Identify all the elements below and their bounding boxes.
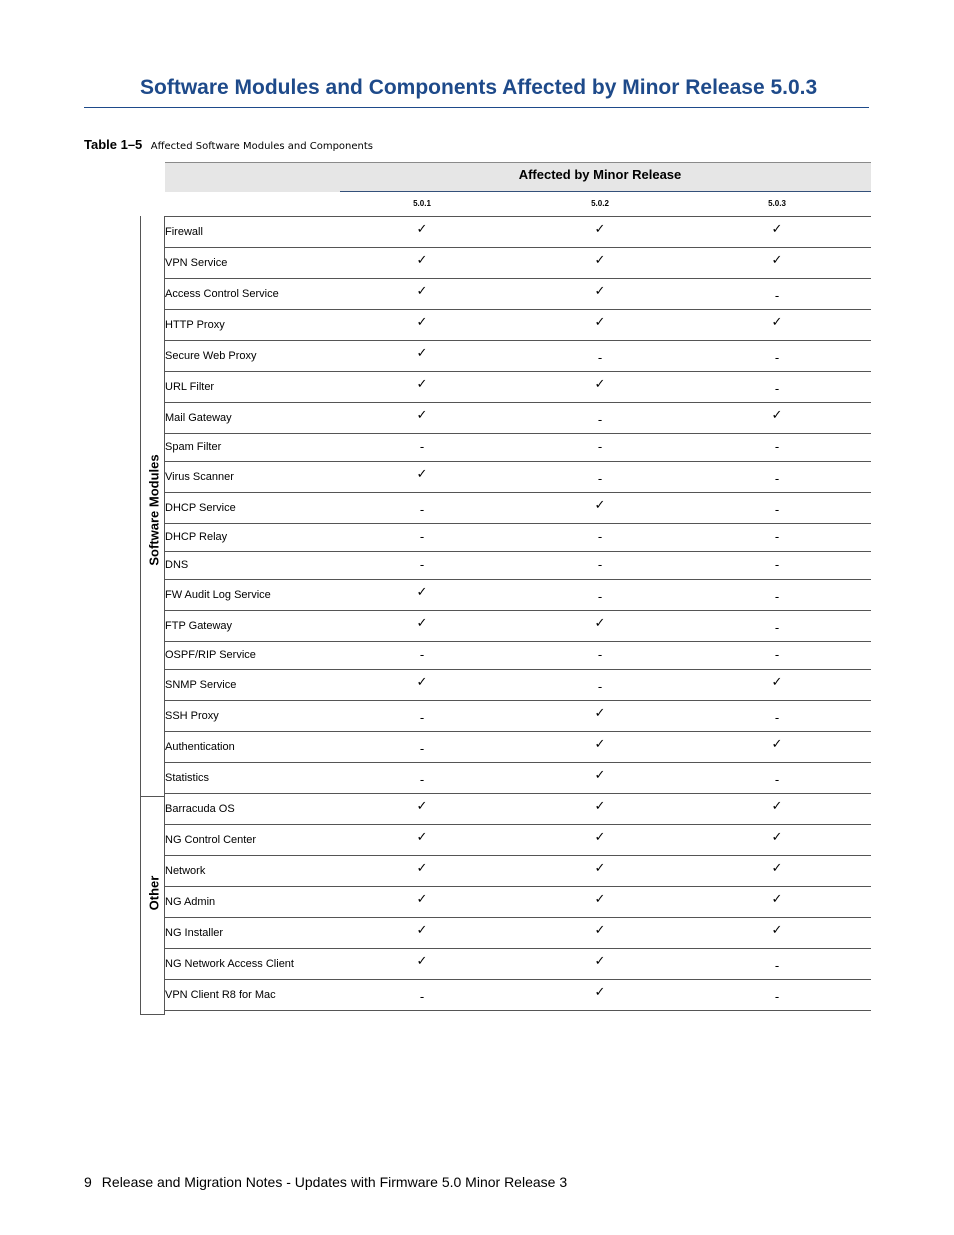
check-mark: ✓ bbox=[594, 829, 606, 844]
group-bottom-rule bbox=[140, 1014, 165, 1015]
page-title: Software Modules and Components Affected by Minor Release 5.0.3 bbox=[140, 76, 818, 99]
check-mark: ✓ bbox=[771, 798, 783, 813]
row-label: SNMP Service bbox=[165, 679, 237, 691]
row-label: Secure Web Proxy bbox=[165, 350, 257, 362]
table-row bbox=[165, 310, 871, 341]
check-mark: ✓ bbox=[416, 615, 428, 630]
dash-mark: - bbox=[597, 557, 603, 572]
dash-mark: - bbox=[774, 381, 780, 396]
check-mark: ✓ bbox=[416, 345, 428, 360]
check-mark: ✓ bbox=[594, 736, 606, 751]
dash-mark: - bbox=[597, 529, 603, 544]
check-mark: ✓ bbox=[416, 829, 428, 844]
dash-mark: - bbox=[419, 557, 425, 572]
dash-mark: - bbox=[774, 710, 780, 725]
version-header-2: 5.0.2 bbox=[591, 199, 609, 208]
group-label-software-modules: Software Modules bbox=[146, 454, 162, 566]
dash-mark: - bbox=[774, 350, 780, 365]
check-mark: ✓ bbox=[594, 922, 606, 937]
label-column-line bbox=[164, 216, 165, 1014]
dash-mark: - bbox=[419, 741, 425, 756]
check-mark: ✓ bbox=[771, 736, 783, 751]
check-mark: ✓ bbox=[771, 314, 783, 329]
dash-mark: - bbox=[419, 989, 425, 1004]
check-mark: ✓ bbox=[416, 407, 428, 422]
table-row bbox=[165, 248, 871, 279]
dash-mark: - bbox=[419, 439, 425, 454]
dash-mark: - bbox=[774, 502, 780, 517]
table-row bbox=[165, 763, 871, 794]
check-mark: ✓ bbox=[594, 953, 606, 968]
table-row bbox=[165, 580, 871, 611]
dash-mark: - bbox=[774, 989, 780, 1004]
table-number: Table 1–5 bbox=[84, 137, 143, 152]
group-line-other bbox=[140, 796, 141, 1014]
check-mark: ✓ bbox=[771, 252, 783, 267]
dash-mark: - bbox=[597, 350, 603, 365]
row-label: Spam Filter bbox=[165, 441, 222, 453]
dash-mark: - bbox=[774, 772, 780, 787]
row-label: VPN Client R8 for Mac bbox=[165, 989, 276, 1001]
page-number: 9 bbox=[84, 1174, 92, 1190]
row-label: FTP Gateway bbox=[165, 620, 233, 632]
check-mark: ✓ bbox=[416, 891, 428, 906]
check-mark: ✓ bbox=[771, 674, 783, 689]
table-row bbox=[165, 918, 871, 949]
table-row bbox=[165, 434, 871, 462]
check-mark: ✓ bbox=[594, 767, 606, 782]
check-mark: ✓ bbox=[416, 252, 428, 267]
dash-mark: - bbox=[597, 412, 603, 427]
table-row bbox=[165, 980, 871, 1011]
check-mark: ✓ bbox=[594, 497, 606, 512]
check-mark: ✓ bbox=[594, 860, 606, 875]
dash-mark: - bbox=[597, 647, 603, 662]
check-mark: ✓ bbox=[416, 798, 428, 813]
dash-mark: - bbox=[419, 772, 425, 787]
check-mark: ✓ bbox=[594, 798, 606, 813]
check-mark: ✓ bbox=[416, 922, 428, 937]
table-row bbox=[165, 611, 871, 642]
row-label: Virus Scanner bbox=[165, 471, 234, 483]
row-label: Access Control Service bbox=[165, 288, 279, 300]
dash-mark: - bbox=[774, 288, 780, 303]
dash-mark: - bbox=[597, 439, 603, 454]
check-mark: ✓ bbox=[771, 407, 783, 422]
dash-mark: - bbox=[774, 529, 780, 544]
row-label: NG Control Center bbox=[165, 834, 257, 846]
row-label: VPN Service bbox=[165, 257, 228, 269]
check-mark: ✓ bbox=[594, 221, 606, 236]
table-row bbox=[165, 372, 871, 403]
row-label: NG Network Access Client bbox=[165, 958, 294, 970]
table-row bbox=[165, 794, 871, 825]
version-header-1: 5.0.1 bbox=[413, 199, 431, 208]
check-mark: ✓ bbox=[416, 221, 428, 236]
dash-mark: - bbox=[774, 439, 780, 454]
dash-mark: - bbox=[774, 589, 780, 604]
table-row bbox=[165, 403, 871, 434]
dash-mark: - bbox=[774, 471, 780, 486]
row-label: HTTP Proxy bbox=[165, 319, 225, 331]
table-row bbox=[165, 856, 871, 887]
check-mark: ✓ bbox=[594, 984, 606, 999]
check-mark: ✓ bbox=[771, 860, 783, 875]
table-header-label: Affected by Minor Release bbox=[518, 167, 682, 182]
table-row bbox=[165, 887, 871, 918]
dash-mark: - bbox=[774, 958, 780, 973]
table-row bbox=[165, 493, 871, 524]
table-row bbox=[165, 462, 871, 493]
dash-mark: - bbox=[774, 620, 780, 635]
row-label: NG Installer bbox=[165, 927, 224, 939]
row-label: DNS bbox=[165, 559, 189, 571]
check-mark: ✓ bbox=[416, 860, 428, 875]
check-mark: ✓ bbox=[594, 705, 606, 720]
table-row bbox=[165, 552, 871, 580]
table-row bbox=[165, 732, 871, 763]
row-label: Barracuda OS bbox=[165, 803, 235, 815]
row-label: URL Filter bbox=[165, 381, 215, 393]
table-row bbox=[165, 642, 871, 670]
group-line-software-modules bbox=[140, 216, 141, 796]
dash-mark: - bbox=[419, 502, 425, 517]
table-row bbox=[165, 341, 871, 372]
table-row bbox=[165, 279, 871, 310]
table-row bbox=[165, 949, 871, 980]
table-row bbox=[165, 670, 871, 701]
row-label: SSH Proxy bbox=[165, 710, 219, 722]
check-mark: ✓ bbox=[771, 922, 783, 937]
check-mark: ✓ bbox=[416, 283, 428, 298]
check-mark: ✓ bbox=[594, 615, 606, 630]
check-mark: ✓ bbox=[594, 376, 606, 391]
dash-mark: - bbox=[419, 710, 425, 725]
row-label: Authentication bbox=[165, 741, 235, 753]
check-mark: ✓ bbox=[594, 891, 606, 906]
dash-mark: - bbox=[774, 557, 780, 572]
row-label: NG Admin bbox=[165, 896, 216, 908]
row-label: DHCP Service bbox=[165, 502, 236, 514]
check-mark: ✓ bbox=[594, 283, 606, 298]
check-mark: ✓ bbox=[594, 314, 606, 329]
check-mark: ✓ bbox=[771, 891, 783, 906]
row-label: Firewall bbox=[165, 226, 203, 238]
row-label: Network bbox=[165, 865, 206, 877]
dash-mark: - bbox=[419, 647, 425, 662]
dash-mark: - bbox=[774, 647, 780, 662]
check-mark: ✓ bbox=[416, 674, 428, 689]
row-label: OSPF/RIP Service bbox=[165, 649, 256, 661]
check-mark: ✓ bbox=[771, 829, 783, 844]
row-label: Mail Gateway bbox=[165, 412, 232, 424]
dash-mark: - bbox=[597, 589, 603, 604]
check-mark: ✓ bbox=[416, 953, 428, 968]
table-row bbox=[165, 524, 871, 552]
row-label: Statistics bbox=[165, 772, 210, 784]
table-row bbox=[165, 825, 871, 856]
group-label-other: Other bbox=[146, 875, 162, 911]
page-footer bbox=[84, 1174, 567, 1190]
table-row bbox=[165, 217, 871, 248]
check-mark: ✓ bbox=[416, 314, 428, 329]
row-label: DHCP Relay bbox=[165, 531, 228, 543]
check-mark: ✓ bbox=[416, 466, 428, 481]
dash-mark: - bbox=[419, 529, 425, 544]
check-mark: ✓ bbox=[416, 376, 428, 391]
dash-mark: - bbox=[597, 471, 603, 486]
check-mark: ✓ bbox=[771, 221, 783, 236]
row-label: FW Audit Log Service bbox=[165, 589, 271, 601]
check-mark: ✓ bbox=[594, 252, 606, 267]
footer-text: Release and Migration Notes - Updates with Firmware 5.0 Minor Release 3 bbox=[101, 1174, 568, 1190]
version-header-3: 5.0.3 bbox=[768, 199, 786, 208]
table-row bbox=[165, 701, 871, 732]
check-mark: ✓ bbox=[416, 584, 428, 599]
table-caption-text: Affected Software Modules and Components bbox=[150, 141, 374, 152]
dash-mark: - bbox=[597, 679, 603, 694]
group-separator bbox=[140, 796, 165, 797]
